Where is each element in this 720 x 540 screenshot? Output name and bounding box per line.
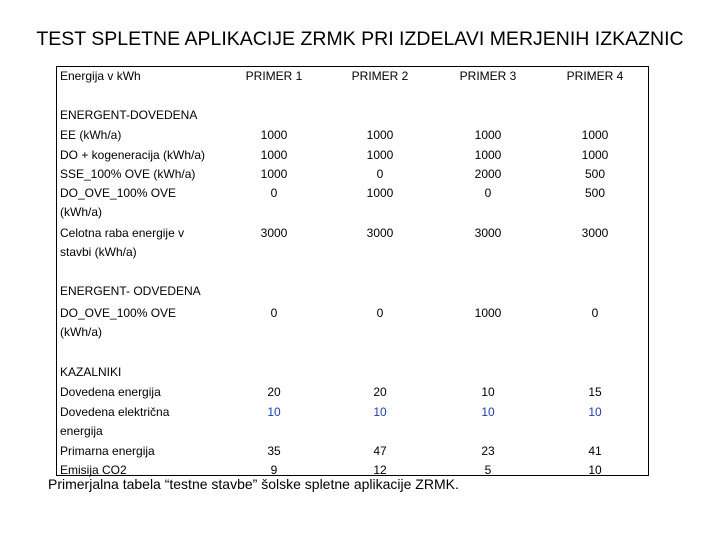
- cell-dovedena-energija-2: 20: [373, 385, 387, 399]
- cell-odv-2: 0: [376, 306, 384, 320]
- section-kazalniki: KAZALNIKI: [60, 365, 122, 379]
- cell-odv-4: 0: [591, 306, 599, 320]
- cell-dovedena-elektricna-3: 10: [481, 405, 495, 419]
- row-label-odv: DO_OVE_100% OVE: [60, 306, 177, 320]
- row-label-celotna: Celotna raba energije v: [60, 226, 185, 240]
- table-caption: Primerjalna tabela “testne stavbe” šolske spletne aplikacije ZRMK.: [48, 476, 459, 492]
- cell-dove-2: 1000: [366, 186, 394, 200]
- cell-celotna-3: 3000: [474, 226, 502, 240]
- cell-co2-3: 5: [484, 463, 492, 477]
- cell-sse-4: 500: [584, 167, 606, 181]
- cell-celotna-2: 3000: [366, 226, 394, 240]
- row-label-dovedena-energija: Dovedena energija: [60, 385, 161, 399]
- cell-do-1: 1000: [260, 148, 288, 162]
- cell-dovedena-elektricna-1: 10: [267, 405, 281, 419]
- cell-ee-4: 1000: [581, 128, 609, 142]
- cell-co2-4: 10: [588, 463, 602, 477]
- row-label-do: DO + kogeneracija (kWh/a): [60, 148, 206, 162]
- row-label-odv-unit: (kWh/a): [60, 325, 102, 339]
- cell-dove-1: 0: [270, 186, 278, 200]
- cell-primarna-3: 23: [481, 444, 495, 458]
- cell-celotna-1: 3000: [260, 226, 288, 240]
- cell-co2-1: 9: [270, 463, 278, 477]
- row-label-co2: Emisija CO2: [60, 463, 127, 477]
- cell-ee-3: 1000: [474, 128, 502, 142]
- section-odvedena: ENERGENT- ODVEDENA: [60, 284, 201, 298]
- header-energy: Energija v kWh: [60, 69, 141, 83]
- cell-dove-3: 0: [484, 186, 492, 200]
- header-primer-4: PRIMER 4: [566, 69, 624, 83]
- cell-dovedena-energija-1: 20: [267, 385, 281, 399]
- cell-dovedena-energija-4: 15: [588, 385, 602, 399]
- cell-do-2: 1000: [366, 148, 394, 162]
- cell-ee-2: 1000: [366, 128, 394, 142]
- cell-co2-2: 12: [373, 463, 387, 477]
- row-label-sse: SSE_100% OVE (kWh/a): [60, 167, 196, 181]
- header-primer-3: PRIMER 3: [459, 69, 517, 83]
- cell-dovedena-energija-3: 10: [481, 385, 495, 399]
- row-label-dovedena-elektricna: Dovedena električna: [60, 405, 170, 419]
- row-label-primarna: Primarna energija: [60, 444, 155, 458]
- cell-primarna-2: 47: [373, 444, 387, 458]
- row-label-dove: DO_OVE_100% OVE: [60, 186, 177, 200]
- cell-celotna-4: 3000: [581, 226, 609, 240]
- cell-ee-1: 1000: [260, 128, 288, 142]
- row-label-celotna-unit: stavbi (kWh/a): [60, 245, 137, 259]
- cell-odv-3: 1000: [474, 306, 502, 320]
- cell-primarna-1: 35: [267, 444, 281, 458]
- cell-dove-4: 500: [584, 186, 606, 200]
- cell-sse-1: 1000: [260, 167, 288, 181]
- cell-dovedena-elektricna-2: 10: [373, 405, 387, 419]
- cell-sse-3: 2000: [474, 167, 502, 181]
- cell-dovedena-elektricna-4: 10: [588, 405, 602, 419]
- row-label-dove-unit: (kWh/a): [60, 205, 102, 219]
- header-primer-2: PRIMER 2: [351, 69, 409, 83]
- cell-do-4: 1000: [581, 148, 609, 162]
- cell-do-3: 1000: [474, 148, 502, 162]
- cell-sse-2: 0: [376, 167, 384, 181]
- section-dovedena: ENERGENT-DOVEDENA: [60, 108, 198, 122]
- cell-odv-1: 0: [270, 306, 278, 320]
- cell-primarna-4: 41: [588, 444, 602, 458]
- row-label-dovedena-elektricna-2: energija: [60, 424, 103, 438]
- header-primer-1: PRIMER 1: [245, 69, 303, 83]
- row-label-ee: EE (kWh/a): [60, 128, 122, 142]
- page-title: TEST SPLETNE APLIKACIJE ZRMK PRI IZDELAVI MERJENIH IZKAZNIC: [36, 28, 684, 50]
